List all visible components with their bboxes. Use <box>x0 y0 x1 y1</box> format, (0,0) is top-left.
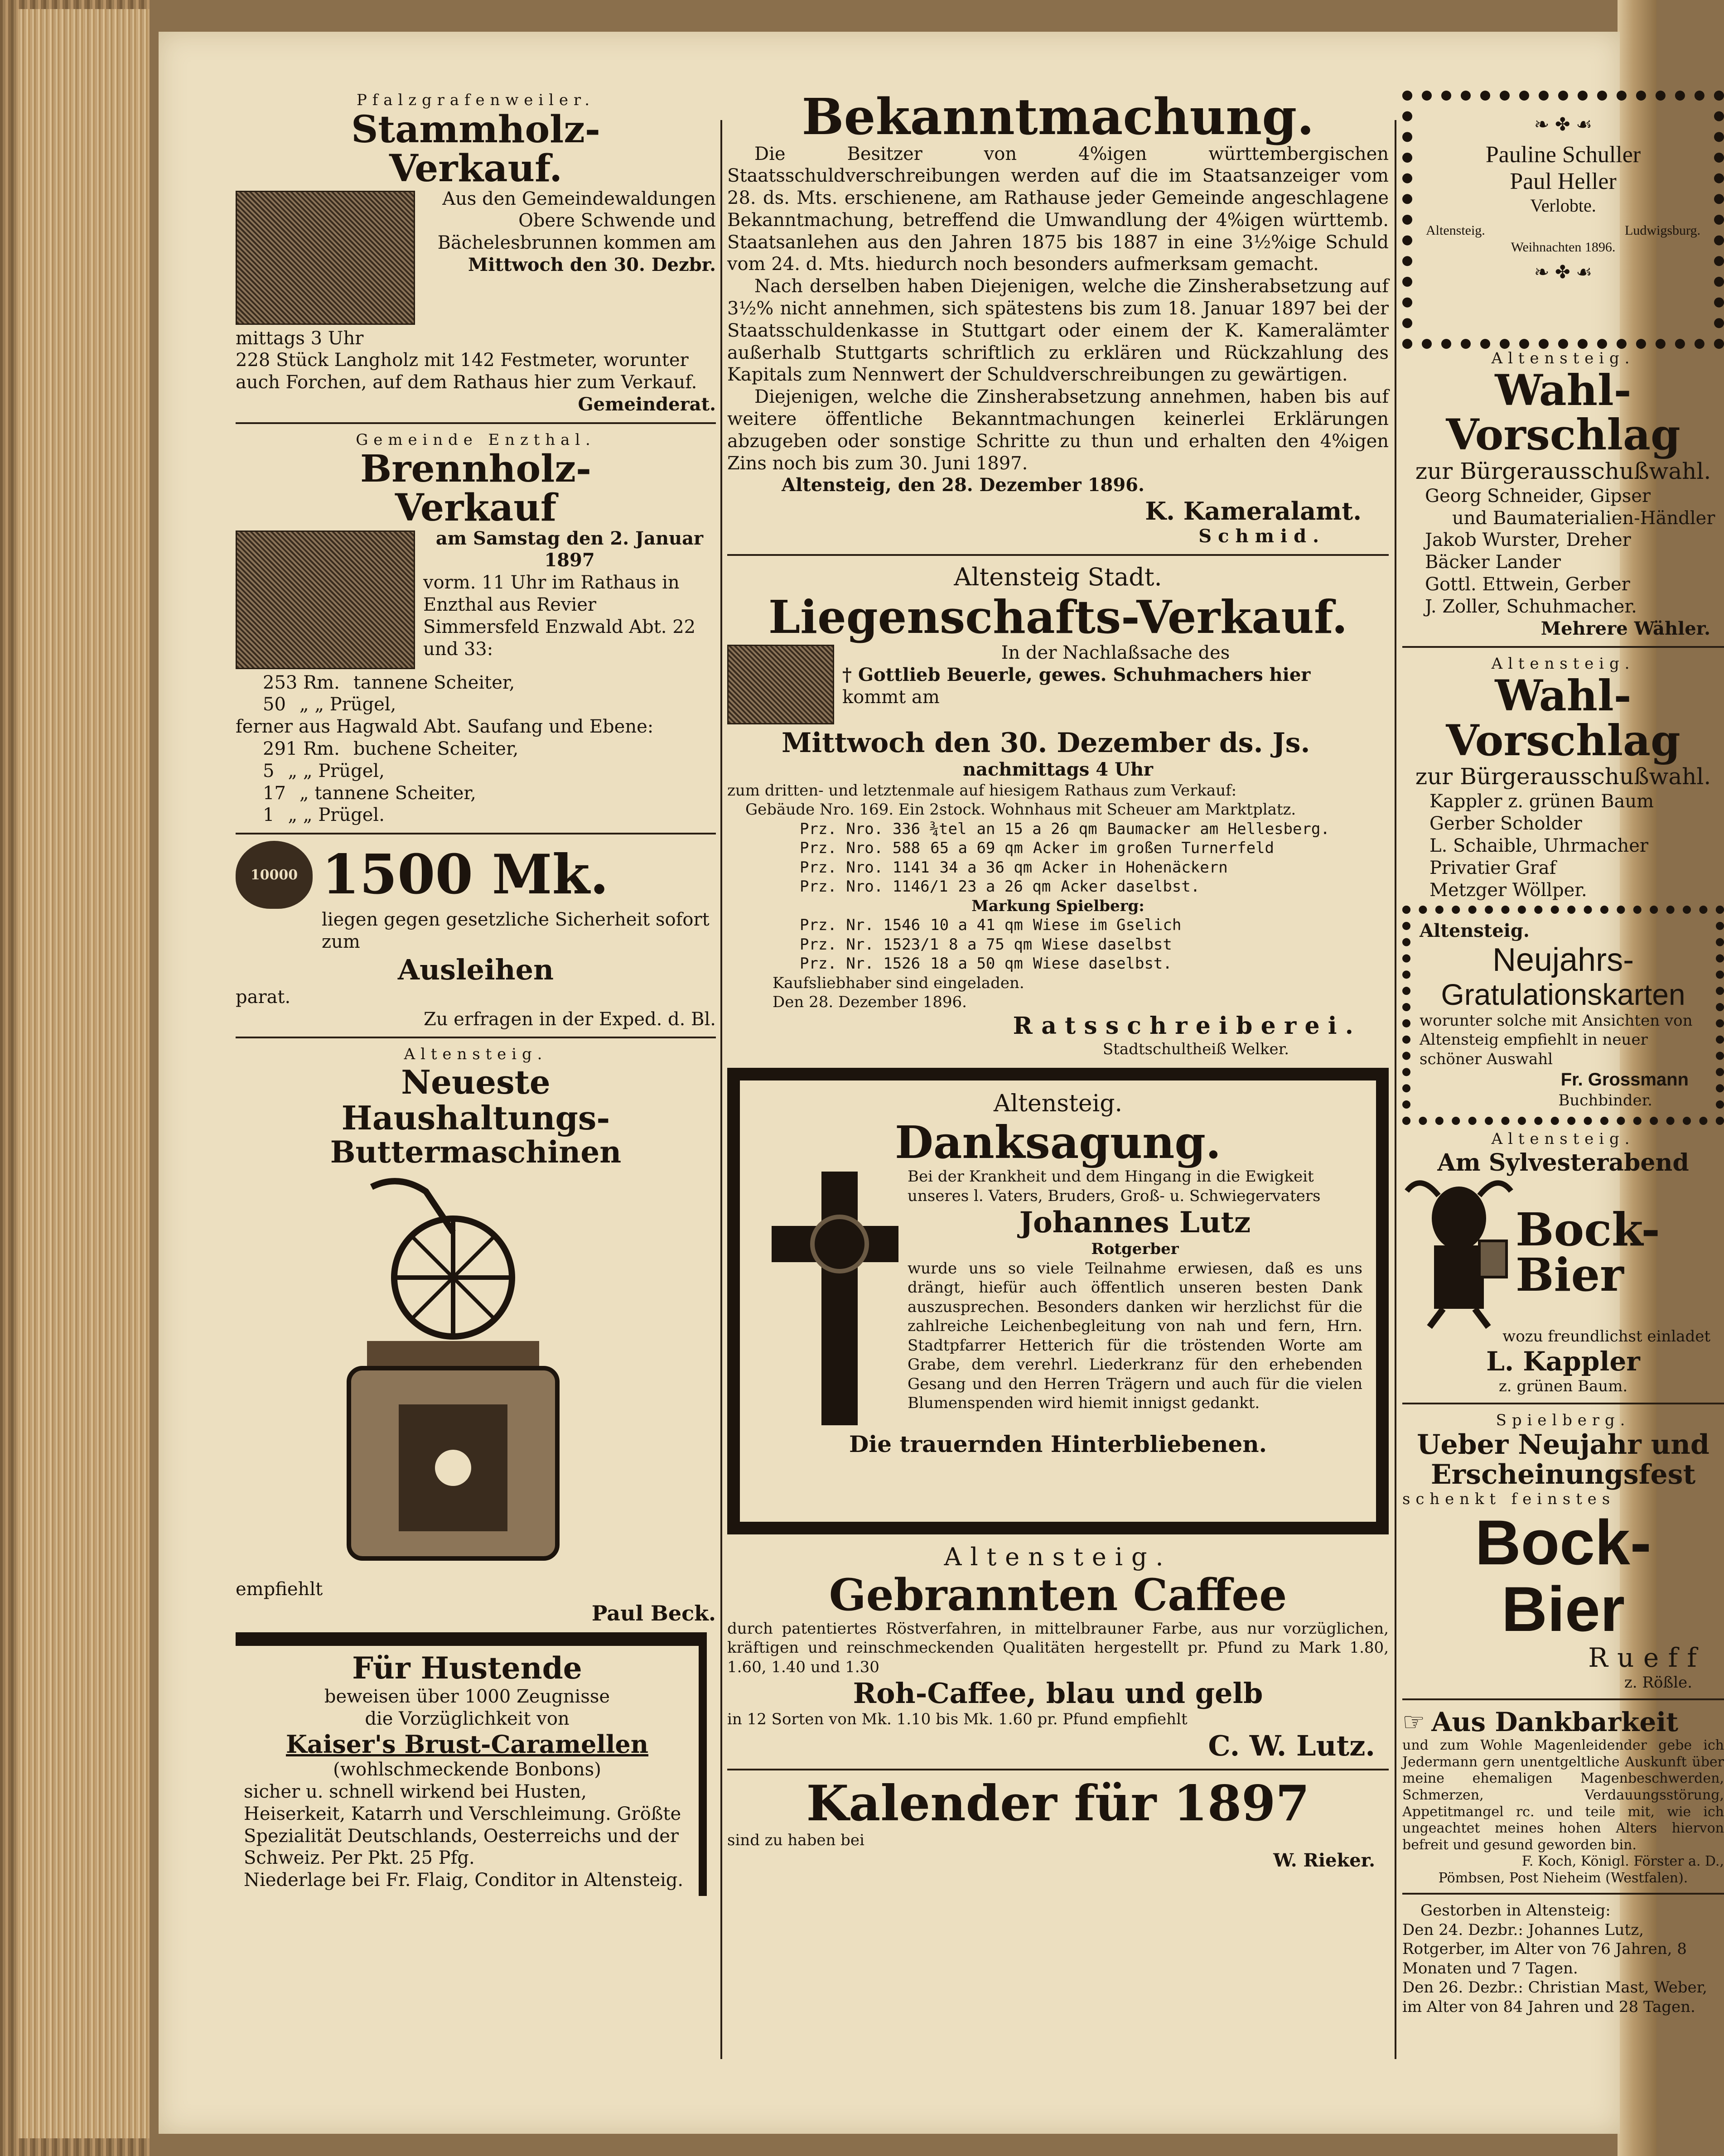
ad-intro: Aus den Gemeindewaldungen Obere Schwende und Bächelesbrunnen kommen am <box>437 188 716 254</box>
list-item: 5 „ „ Prügel, <box>263 760 385 781</box>
ad-coffee <box>727 1543 1389 1762</box>
ad-title: Aus Dankbarkeit <box>1431 1707 1679 1738</box>
list-item: Prz. Nr. 1546 10 a 41 qm Wiese im Gselich <box>800 916 1182 935</box>
notice-office: K. Kameralamt. <box>1145 497 1362 526</box>
list-item: 17 „ tannene Scheiter, <box>263 782 476 804</box>
death-entry: Den 24. Dezbr.: Johannes Lutz, Rotgerber, im Alter von 76 Jahren, 8 Monaten und 7 Tagen. <box>1402 1920 1687 1978</box>
list-item: Prz. Nr. 1523/1 8 a 75 qm Wiese daselbst <box>800 935 1172 954</box>
ad-name: Fr. Grossmann <box>1560 1070 1689 1090</box>
ad-signer: F. Koch, Königl. Förster a. D., <box>1521 1853 1724 1870</box>
divider <box>236 422 716 424</box>
ad-title: Bock-Bier <box>1516 1202 1660 1302</box>
notice-paragraph: Diejenigen, welche die Zinsherabsetzung annehmen, haben bis auf weitere öffentliche Bekanntmachungen keinerlei Erklärungen abzugeben oder sonstige Schritte zu thun und erhalten den 4%igen Zins noch bis zum 30. Juni 1897. <box>727 386 1389 474</box>
ad-vote-1 <box>1402 349 1724 640</box>
ad-title: Haushaltungs- <box>341 1099 610 1138</box>
ad-signature: Mehrere Wähler. <box>1540 617 1710 639</box>
candidate: Gerber Scholder <box>1429 813 1582 834</box>
engaged-name: Paul Heller <box>1510 169 1617 194</box>
ad-trade: Buchbinder. <box>1558 1091 1652 1110</box>
ad-address: Pömbsen, Post Nieheim (Westfalen). <box>1438 1870 1688 1886</box>
ad-suffix: parat. <box>236 986 291 1008</box>
ad-name: L. Kappler <box>1486 1346 1640 1377</box>
list-item: Prz. Nro. 1141 34 a 36 qm Acker in Hohenäckern <box>800 858 1228 877</box>
place-label: Altensteig. <box>993 1090 1123 1118</box>
divider <box>1402 646 1724 648</box>
ad-time: mittags 3 Uhr <box>236 328 364 349</box>
place-label: Pfalzgrafenweiler. <box>356 91 595 109</box>
ad-title: Gebrannten Caffee <box>829 1569 1287 1621</box>
column-rule-right <box>1395 120 1396 2059</box>
divider <box>1402 1403 1724 1404</box>
ad-body: durch patentiertes Röstverfahren, in mittelbrauner Farbe, aus nur vorzüglichen, kräftigen und reinschmeckenden Qualitäten hergestellt pr. Pfund zu Mark 1.80, 1.60, 1.40 und 1.30 <box>727 1619 1389 1676</box>
place-label: Altensteig. <box>1491 349 1635 367</box>
ad-gratitude <box>1402 1707 1724 1886</box>
ad-office: Ratsschreiberei. <box>1013 1012 1362 1040</box>
ad-calendar <box>727 1777 1389 1872</box>
candidate: Privatier Graf <box>1429 857 1556 878</box>
ad-time: nachmittags 4 Uhr <box>962 758 1154 780</box>
ad-intro: In der Nachlaßsache des <box>1001 642 1230 663</box>
ad-title: Buttermaschinen <box>330 1134 622 1170</box>
candidate: Jakob Wurster, Dreher <box>1425 530 1631 551</box>
list-item: 253 Rm. tannene Scheiter, <box>263 672 515 693</box>
candidate: Gottl. Ettwein, Gerber <box>1425 574 1630 595</box>
ad-recommends: empfiehlt <box>236 1578 323 1600</box>
notice-name: Schmid. <box>1198 526 1325 547</box>
goat-image <box>1402 1177 1516 1327</box>
place-label: Altensteig Stadt. <box>954 563 1162 592</box>
ad-mid: ferner aus Hagwald Abt. Saufang und Ebene: <box>236 716 654 738</box>
ad-title2: Roh-Caffee, blau und gelb <box>853 1677 1263 1710</box>
ad-title: Verkauf. <box>389 146 562 190</box>
ad-intro: † Gottlieb Beuerle, gewes. Schuhmachers hier <box>842 664 1311 685</box>
ad-line: die Vorzüglichkeit von <box>365 1708 570 1729</box>
ad-brennholz <box>236 430 716 826</box>
ad-invite: wozu freundlichst einladet <box>1502 1327 1710 1346</box>
ad-body: und zum Wohle Magenleidender gebe ich Jedermann gern unentgeltliche Auskunft über meine ehemaligen Magenbeschwerden, Schmerzen, Verdauungsstörung, Appetitmangel rc. und teile mit, wie ich ungeachtet meines hohen Alters hiervon befreit und gesund geworden bin. <box>1402 1737 1724 1853</box>
ad-bock-bier-2 <box>1402 1411 1724 1693</box>
ad-name: Rueff <box>1588 1642 1706 1673</box>
candidate: Kappler z. grünen Baum <box>1429 791 1654 812</box>
section-title: Gestorben in Altensteig: <box>1420 1901 1611 1920</box>
ad-title: Kalender für 1897 <box>806 1775 1310 1832</box>
parcel-list <box>727 916 1389 974</box>
ad-title: Wahl-Vorschlag <box>1446 670 1681 766</box>
list-item: 291 Rm. buchene Scheiter, <box>263 738 519 759</box>
ad-building: Gebäude Nro. 169. Ein 2stock. Wohnhaus mit Scheuer am Marktplatz. <box>745 801 1296 819</box>
list-item: Prz. Nro. 588 65 a 69 qm Acker im großen Turnerfeld <box>800 839 1275 858</box>
wood-list <box>236 672 716 716</box>
column-middle <box>727 87 1389 1872</box>
ad-body2: in 12 Sorten von Mk. 1.10 bis Mk. 1.60 pr. Pfund empfiehlt <box>727 1710 1188 1729</box>
ad-line: Erscheinungsfest <box>1430 1459 1696 1491</box>
ad-line: Ueber Neujahr und <box>1417 1429 1710 1461</box>
ad-line: beweisen über 1000 Zeugnisse <box>324 1686 610 1707</box>
parcel-list <box>727 820 1389 897</box>
wood-list <box>236 738 716 826</box>
divider <box>236 1037 716 1038</box>
ad-signature: Gemeinderat. <box>578 394 716 415</box>
ad-loan <box>236 841 716 1030</box>
death-entry: Den 26. Dezbr.: Christian Mast, Weber, im Alter von 84 Jahren und 28 Tagen. <box>1402 1978 1707 2016</box>
ad-title: Stammholz- <box>351 107 600 151</box>
ad-title: Neueste <box>401 1062 551 1101</box>
ornament: ❧ ✤ ☙ <box>1534 114 1593 135</box>
ad-title: Brennholz- <box>360 447 591 491</box>
engaged-status: Verlobte. <box>1530 195 1596 216</box>
deceased-name: Johannes Lutz <box>1019 1206 1251 1240</box>
notice-dateline: Altensteig, den 28. Dezember 1896. <box>782 474 1145 496</box>
ad-engagement <box>1402 91 1724 349</box>
candidate: L. Schaible, Uhrmacher <box>1429 835 1649 856</box>
ad-new-year-cards <box>1402 906 1724 1124</box>
ad-estate-sale <box>727 562 1389 1059</box>
ad-sub: (wohlschmeckende Bonbons) <box>333 1759 601 1780</box>
ad-intro: Bei der Krankheit und dem Hingang in die Ewigkeit unseres l. Vaters, Bruders, Groß- u. Schwiegervaters <box>908 1167 1321 1205</box>
ad-intro: vorm. 11 Uhr im Rathaus in Enzthal aus Revier Simmersfeld Enzwald Abt. 22 und 33: <box>423 572 696 660</box>
list-item: 1 „ „ Prügel. <box>263 805 385 826</box>
ad-line: Am Sylvesterabend <box>1437 1149 1689 1177</box>
ad-signer: Stadtschultheiß Welker. <box>1102 1040 1289 1058</box>
ad-cough <box>236 1632 707 1896</box>
candidate: Bäcker Lander <box>1425 552 1561 573</box>
engaged-place: Altensteig. <box>1426 223 1485 238</box>
place-label: Spielberg. <box>1496 1411 1631 1429</box>
engaged-name: Pauline Schuller <box>1485 142 1641 168</box>
ad-body: worunter solche mit Ansichten von Altensteig empfiehlt in neuer schöner Auswahl <box>1420 1011 1693 1068</box>
ornament: ❧ ✤ ☙ <box>1534 262 1593 283</box>
book-page-stack <box>0 0 150 2156</box>
list-item: 50 „ „ Prügel, <box>263 694 396 715</box>
place-label: Altensteig. <box>1491 655 1635 673</box>
place-label: Altensteig. <box>1491 1129 1635 1148</box>
ad-line: zum dritten- und letztenmale auf hiesigem Rathaus zum Verkauf: <box>727 781 1237 800</box>
ad-title: Verkauf <box>395 486 557 530</box>
ad-note: Zu erfragen in der Exped. d. Bl. <box>424 1008 716 1030</box>
candidate: und Baumaterialien-Händler <box>1452 507 1715 529</box>
deceased-trade: Rotgerber <box>1091 1240 1179 1259</box>
place-label: Altensteig. <box>944 1543 1172 1572</box>
death-notices <box>1402 1901 1724 2016</box>
candidate: J. Zoller, Schuhmacher. <box>1425 596 1637 617</box>
ad-signature: C. W. Lutz. <box>1208 1729 1375 1762</box>
ad-buyers: Kaufsliebhaber sind eingeladen. <box>773 974 1024 992</box>
ad-line: schenkt feinstes <box>1402 1490 1616 1509</box>
column-left <box>236 91 716 1896</box>
engaged-place: Ludwigsburg. <box>1625 223 1700 238</box>
ad-title: Bock- <box>1475 1506 1652 1578</box>
ad-sub: zur Bürgerausschußwahl. <box>1415 763 1711 790</box>
ad-date: Mittwoch den 30. Dezbr. <box>468 254 716 276</box>
ad-thanks <box>727 1068 1389 1534</box>
ad-sub: z. Rößle. <box>1624 1673 1692 1692</box>
list-item: Prz. Nr. 1526 18 a 50 qm Wiese daselbst. <box>800 955 1172 973</box>
divider <box>727 554 1389 556</box>
ad-signature: W. Rieker. <box>1273 1850 1375 1871</box>
ad-date: Mittwoch den 30. Dezember ds. Js. <box>782 727 1310 759</box>
candidate: Metzger Wöllper. <box>1429 879 1587 901</box>
place-label: Altensteig. <box>1420 920 1530 942</box>
marking-label: Markung Spielberg: <box>971 897 1145 915</box>
woodcut-image <box>236 531 415 669</box>
ad-title: Liegenschafts-Verkauf. <box>768 590 1348 644</box>
loan-amount: 1500 Mk. <box>322 843 609 907</box>
ad-intro: kommt am <box>842 686 940 708</box>
ad-title: Wahl-Vorschlag <box>1446 365 1681 460</box>
ad-depot: Niederlage bei Fr. Flaig, Conditor in Altensteig. <box>244 1870 684 1891</box>
divider <box>1402 1893 1724 1895</box>
ad-butter <box>236 1045 716 1625</box>
ad-body: wurde uns so viele Teilnahme erwiesen, daß es uns drängt, hiefür auch öffentlich unseren besten Dank auszusprechen. Besonders danken wir herzlichst für die zahlreiche Leichenbegleitung von nah und fern, Hrn. Stadtpfarrer Hetterich für die tröstenden Worte am Grabe, dem verehrl. Liederkranz für den erhebenden Gesang und den Herren Trägern und auch für die vielen Blumenspenden wird hiemit innigst gedankt. <box>908 1259 1362 1413</box>
ad-date: am Samstag den 2. Januar 1897 <box>435 527 704 571</box>
column-right <box>1402 91 1724 2016</box>
engaged-date: Weihnachten 1896. <box>1511 239 1616 255</box>
house-image <box>727 645 834 724</box>
place-label: Altensteig. <box>404 1045 548 1064</box>
divider <box>236 833 716 834</box>
cross-icon <box>772 1172 898 1425</box>
divider <box>727 1769 1389 1770</box>
ad-body: sicher u. schnell wirkend bei Husten, Heiserkeit, Katarrh und Verschleimung. Größte Spezialität Deutschlands, Oesterreichs und der Schweiz. Per Pkt. 25 Pfg. <box>244 1781 681 1869</box>
list-item: Prz. Nro. 336 ¾tel an 15 a 26 qm Baumacker am Hellesberg. <box>800 820 1330 838</box>
pointing-hand-icon: ☞ <box>1402 1707 1425 1737</box>
ad-signature: Paul Beck. <box>591 1601 716 1625</box>
ad-sub: z. grünen Baum. <box>1498 1377 1628 1396</box>
notice-title: Bekanntmachung. <box>802 87 1314 146</box>
notice-paragraph: Die Besitzer von 4%igen württembergischen Staatsschuldverschreibungen werden auf die im Staatsanzeiger vom 28. ds. Mts. erschienene, am Rathause jeder Gemeinde angeschlagene Bekanntmachung, betreffend die Umwandlung der 4%igen württemb. Staatsanlehen aus den Jahren 1875 bis 1887 in eine 3½%ige Schuld vom 24. d. Mts. hiedurch noch besonders aufmerksam gemacht. <box>727 143 1389 275</box>
list-item: Prz. Nro. 1146/1 23 a 26 qm Acker daselbst. <box>800 878 1200 896</box>
ad-sub: zur Bürgerausschußwahl. <box>1415 458 1711 484</box>
ad-title: Ausleihen <box>397 953 554 986</box>
ad-body: 228 Stück Langholz mit 142 Festmeter, worunter auch Forchen, auf dem Rathaus hier zum Verkauf. <box>236 350 697 393</box>
product-name: Kaiser's Brust-Caramellen <box>285 1730 649 1759</box>
ad-title: Gratulationskarten <box>1441 978 1685 1012</box>
ad-title: Danksagung. <box>895 1116 1221 1169</box>
ad-stammholz <box>236 91 716 416</box>
notice-paragraph: Nach derselben haben Diejenigen, welche die Zinsherabsetzung auf 3½% nicht annehmen, sich spätestens bis zum 18. Januar 1897 bei der Staatsschuldenkasse in Stuttgart oder einem der K. Kameralämter außerhalb Stuttgarts schriftlich zu erklären und Rückzahlung des Kapitals zum Nennwert der Schuldverschreibungen zu gewärtigen. <box>727 276 1389 386</box>
column-rule-left <box>720 120 722 2059</box>
divider <box>1402 1698 1724 1700</box>
ad-title: Bier <box>1501 1573 1625 1645</box>
ad-text: liegen gegen gesetzliche Sicherheit sofort zum <box>322 909 710 952</box>
ad-line: sind zu haben bei <box>727 1831 864 1849</box>
butter-churn-image <box>236 1169 716 1577</box>
woodcut-image <box>236 191 415 325</box>
money-bag-icon: 10000 <box>236 841 313 909</box>
candidate: Georg Schneider, Gipser <box>1425 485 1651 506</box>
ad-dateline: Den 28. Dezember 1896. <box>773 993 967 1012</box>
ad-vote-2 <box>1402 654 1724 901</box>
notice-bekanntmachung <box>727 87 1389 548</box>
ad-title: Für Hustende <box>352 1650 582 1686</box>
ad-title: Neujahrs- <box>1492 942 1634 979</box>
ad-bock-bier-1 <box>1402 1129 1724 1396</box>
ad-signature: Die trauernden Hinterbliebenen. <box>849 1431 1267 1458</box>
newspaper-page <box>159 32 1724 2134</box>
place-label: Gemeinde Enzthal. <box>356 430 596 449</box>
